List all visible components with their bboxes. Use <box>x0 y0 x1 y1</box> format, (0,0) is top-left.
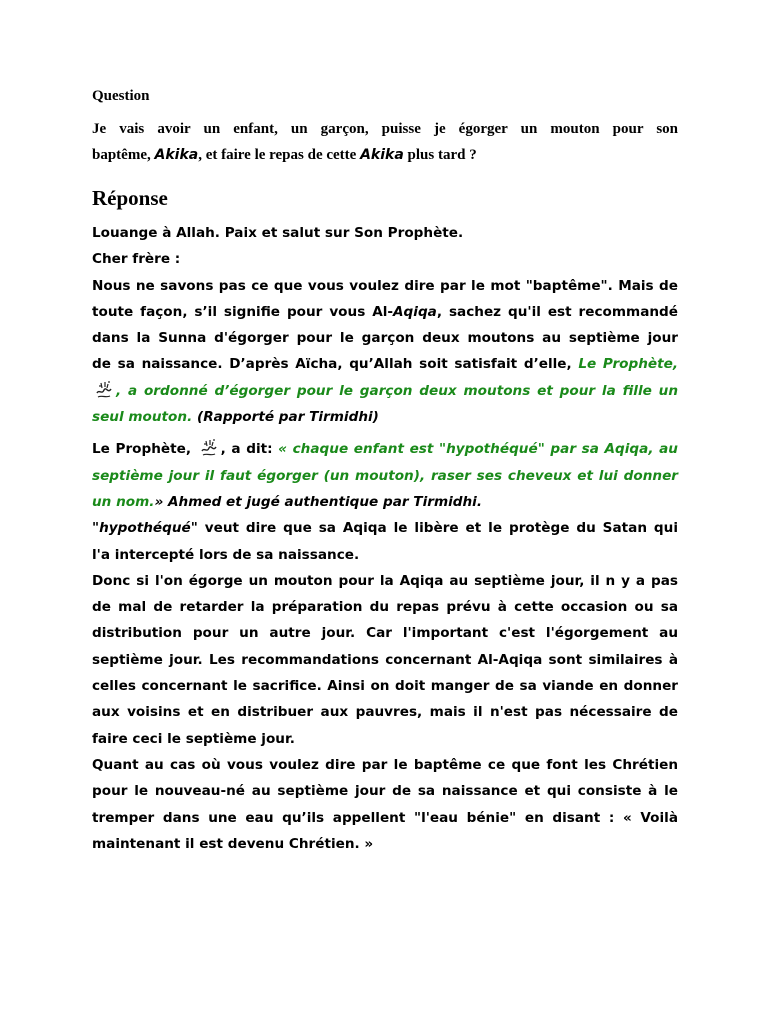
question-text-segment: baptême, <box>92 147 155 163</box>
document-page <box>92 86 678 857</box>
text-segment: , a dit: <box>220 441 279 458</box>
answer-line: Quant au cas où vous voulez dire par le baptême ce que font les Chrétien <box>92 756 678 773</box>
answer-line: aux voisins et en distribuer aux pauvres, mais il n'est pas nécessaire de <box>92 704 678 721</box>
hadith-quote: un nom. <box>92 493 155 510</box>
answer-line: Nous ne savons pas ce que vous voulez dire par le mot "baptême". Mais de <box>92 277 678 294</box>
salawat-calligraphy-icon <box>199 437 219 459</box>
hypotheque-term: hypothéqué <box>99 520 191 537</box>
akika-term: Akika <box>360 147 404 163</box>
hadith-quote: Le Prophète, <box>578 356 678 373</box>
answer-line: pour le nouveau-né au septième jour de sa naissance et qui consiste à le <box>92 783 678 800</box>
answer-line <box>92 404 678 430</box>
text-segment: de sa naissance. D’après Aïcha, qu’Allah soit satisfait d’elle, <box>92 356 579 373</box>
answer-line: de mal de retarder la préparation du repas prévu à cette occasion ou sa <box>92 599 678 616</box>
question-text-segment: , et faire le repas de cette <box>198 147 361 163</box>
text-segment: , sachez qu'il est recommandé <box>436 303 678 320</box>
hadith-quote: , a ordonné d’égorger pour le garçon deux moutons et pour la fille un <box>116 382 678 399</box>
answer-line <box>92 489 678 515</box>
answer-line: dans la Sunna d'égorger pour le garçon deux moutons au septième jour <box>92 330 678 347</box>
answer-line: maintenant il est devenu Chrétien. » <box>92 835 374 852</box>
aqiqa-term: Aqiqa <box>393 303 437 320</box>
answer-line <box>92 436 678 462</box>
answer-line <box>92 378 678 404</box>
answer-line: Donc si l'on égorge un mouton pour la Aqiqa au septième jour, il n y a pas <box>92 572 678 589</box>
answer-line: faire ceci le septième jour. <box>92 730 295 747</box>
question-heading: Question <box>92 88 150 104</box>
hadith-source: (Rapporté par Tirmidhi) <box>192 409 379 426</box>
question-line-1: Je vais avoir un enfant, un garçon, puisse je égorger un mouton pour son <box>92 121 678 137</box>
text-segment: " veut dire que sa Aqiqa le libère et le protège du Satan qui <box>190 520 678 537</box>
answer-line: tremper dans une eau qu’ils appellent "l'eau bénie" en disant : « Voilà <box>92 809 678 826</box>
text-segment: " <box>92 520 100 537</box>
answer-heading: Réponse <box>92 186 168 210</box>
akika-term: Akika <box>154 147 199 163</box>
answer-line: Cher frère : <box>92 251 181 268</box>
answer-line: distribution pour un autre jour. Car l'important c'est l'égorgement au <box>92 625 678 642</box>
answer-line: l'a intercepté lors de sa naissance. <box>92 546 360 563</box>
answer-line: septième jour. Les recommandations concernant Al-Aqiqa sont similaires à <box>92 651 678 668</box>
question-text-segment: plus tard ? <box>403 147 477 163</box>
hadith-source: » Ahmed et jugé authentique par Tirmidhi. <box>154 493 482 510</box>
text-segment: toute façon, s’il signifie pour vous Al- <box>92 303 394 320</box>
answer-line <box>92 299 678 325</box>
answer-line: Louange à Allah. Paix et salut sur Son Prophète. <box>92 225 464 241</box>
hadith-quote: seul mouton. <box>92 409 193 426</box>
answer-body <box>92 220 678 857</box>
answer-line: celles concernant le sacrifice. Ainsi on doit manger de sa viande en donner <box>92 678 678 695</box>
salawat-calligraphy-icon <box>94 379 114 401</box>
text-segment: Le Prophète, <box>92 441 197 458</box>
question-text <box>92 116 678 168</box>
answer-line <box>92 515 678 541</box>
answer-line <box>92 463 678 489</box>
hadith-quote: septième jour il faut égorger (un mouton), raser ses cheveux et lui donner <box>92 467 678 484</box>
question-line-2 <box>92 142 678 168</box>
answer-line <box>92 351 678 377</box>
hadith-quote: « chaque enfant est "hypothéqué" par sa Aqiqa, au <box>278 441 678 458</box>
